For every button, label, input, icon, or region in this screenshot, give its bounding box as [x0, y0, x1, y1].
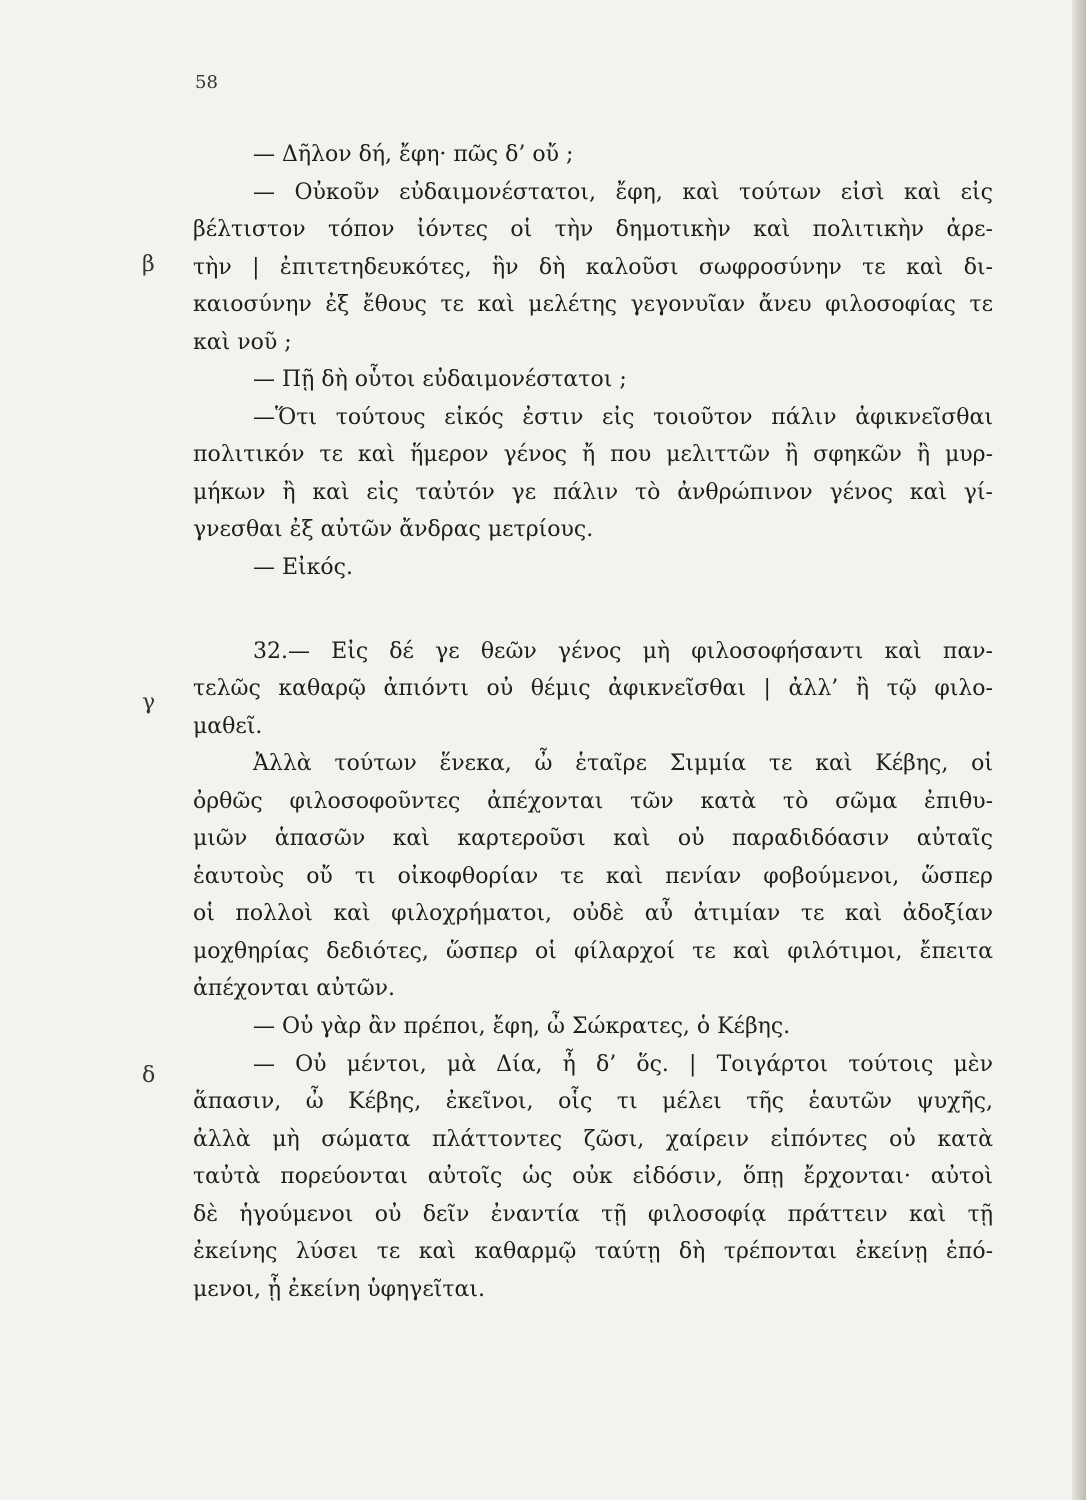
body-text	[193, 136, 993, 1308]
text-line: — Οὐ μέντοι, μὰ Δία, ἦ δ’ ὅς. | Τοιγάρτοι τούτοις μὲν	[253, 1051, 993, 1077]
text-line: μενοι, ᾗ ἐκείνη ὑφηγεῖται.	[193, 1276, 486, 1302]
text-line: βέλτιστον τόπον ἰόντες οἱ τὴν δημοτικὴν καὶ πολιτικὴν ἀρε-	[193, 217, 993, 243]
text-line: — Οὐ γὰρ ἂν πρέποι, ἔφη, ὦ Σώκρατες, ὁ Κέβης.	[253, 1014, 791, 1040]
text-line: καὶ νοῦ ;	[193, 329, 292, 355]
page-edge-shadow	[1072, 0, 1086, 1500]
text-line: ἀλλὰ μὴ σώματα πλάττοντες ζῶσι, χαίρειν εἰπόντες οὐ κατὰ	[193, 1126, 993, 1152]
section-gap	[193, 587, 993, 633]
text-line: ἀπέχονται αὐτῶν.	[193, 976, 396, 1002]
text-line: μιῶν ἁπασῶν καὶ καρτεροῦσι καὶ οὐ παραδιδόασιν αὐταῖς	[193, 826, 993, 852]
text-line: τελῶς καθαρῷ ἀπιόντι οὐ θέμις ἀφικνεῖσθαι | ἀλλ’ ἢ τῷ φιλο-	[193, 676, 993, 702]
text-line: ἐκείνης λύσει τε καὶ καθαρμῷ ταύτῃ δὴ τρέπονται ἐκείνῃ ἑπό-	[193, 1239, 993, 1265]
text-line: ἅπασιν, ὦ Κέβης, ἐκεῖνοι, οἷς τι μέλει τῆς ἑαυτῶν ψυχῆς,	[193, 1089, 993, 1115]
text-line: τὴν | ἐπιτετηδευκότες, ἣν δὴ καλοῦσι σωφροσύνην τε καὶ δι-	[193, 254, 993, 280]
text-line: ἑαυτοὺς οὔ τι οἰκοφθορίαν τε καὶ πενίαν φοβούμενοι, ὥσπερ	[193, 863, 993, 889]
margin-marker-delta: δ	[142, 1063, 156, 1088]
text-line: μαθεῖ.	[193, 713, 263, 739]
text-line: — Πῇ δὴ οὗτοι εὐδαιμονέστατοι ;	[253, 367, 627, 393]
text-line: δὲ ἡγούμενοι οὐ δεῖν ἐναντία τῇ φιλοσοφίᾳ πράττειν καὶ τῇ	[193, 1201, 993, 1227]
text-line: ὀρθῶς φιλοσοφοῦντες ἀπέχονται τῶν κατὰ τὸ σῶμα ἐπιθυ-	[193, 788, 993, 814]
text-line: — Εἰκός.	[253, 555, 353, 581]
text-line: — Δῆλον δή, ἔφη· πῶς δ’ οὔ ;	[253, 142, 574, 167]
margin-marker-gamma: γ	[142, 690, 156, 715]
text-line: γνεσθαι ἐξ αὐτῶν ἄνδρας μετρίους.	[193, 517, 594, 543]
page-number: 58	[195, 72, 218, 93]
text-line: ταὐτὰ πορεύονται αὐτοῖς ὡς οὐκ εἰδόσιν, ὅπῃ ἔρχονται· αὐτοὶ	[193, 1164, 993, 1190]
text-line: —Ὅτι τούτους εἰκός ἐστιν εἰς τοιοῦτον πάλιν ἀφικνεῖσθαι	[253, 404, 993, 430]
text-line: — Οὐκοῦν εὐδαιμονέστατοι, ἔφη, καὶ τούτων εἰσὶ καὶ εἰς	[253, 179, 993, 205]
text-line: μήκων ἢ καὶ εἰς ταὐτόν γε πάλιν τὸ ἀνθρώπινον γένος καὶ γί-	[193, 479, 993, 505]
text-line: Ἀλλὰ τούτων ἕνεκα, ὦ ἑταῖρε Σιμμία τε καὶ Κέβης, οἱ	[253, 751, 993, 777]
text-line: πολιτικόν τε καὶ ἥμερον γένος ἤ που μελιττῶν ἢ σφηκῶν ἢ μυρ-	[193, 442, 993, 468]
margin-marker-beta: β	[142, 252, 155, 277]
text-line: οἱ πολλοὶ καὶ φιλοχρήματοι, οὐδὲ αὖ ἀτιμίαν τε καὶ ἀδοξίαν	[193, 901, 993, 927]
text-line: 32.— Εἰς δέ γε θεῶν γένος μὴ φιλοσοφήσαντι καὶ παν-	[253, 638, 993, 664]
text-line: μοχθηρίας δεδιότες, ὥσπερ οἱ φίλαρχοί τε καὶ φιλότιμοι, ἔπειτα	[193, 938, 993, 964]
text-line: καιοσύνην ἐξ ἔθους τε καὶ μελέτης γεγονυῖαν ἄνευ φιλοσοφίας τε	[193, 292, 993, 318]
